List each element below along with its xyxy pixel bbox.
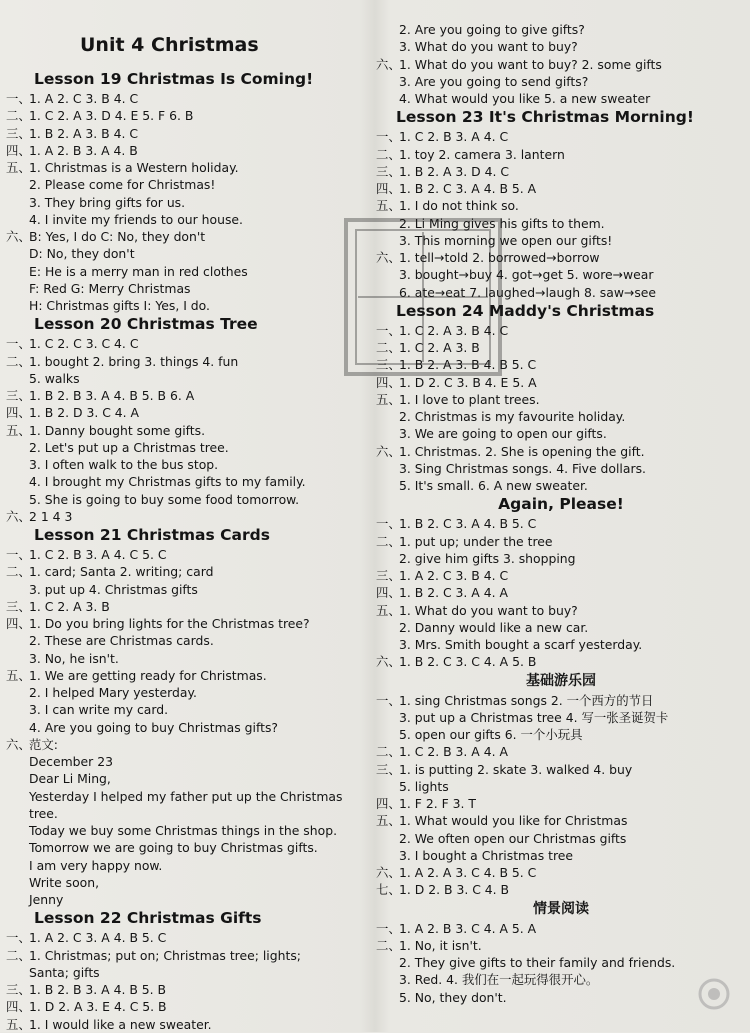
answer-line	[6, 546, 346, 563]
answer-line	[6, 770, 346, 787]
answer-line	[376, 163, 746, 180]
answer-text: F: Red G: Merry Christmas	[29, 280, 191, 296]
section-heading: 情景阅读	[533, 900, 589, 917]
question-number: 一、	[376, 516, 401, 532]
question-number: 五、	[376, 198, 401, 214]
question-number: 四、	[6, 999, 31, 1015]
question-number: 五、	[376, 813, 401, 829]
answer-line	[6, 788, 346, 805]
question-number: 三、	[6, 598, 31, 614]
answer-text: 1. I would like a new sweater.	[29, 1016, 212, 1032]
answer-line	[376, 38, 746, 55]
question-number: 一、	[376, 129, 401, 145]
question-number: 五、	[6, 1016, 31, 1032]
answer-text: 1. sing Christmas songs 2. 一个西方的节日	[399, 692, 654, 708]
answer-text: 5. No, they don't.	[399, 989, 507, 1005]
answer-text: 1. B 2. B 3. A 4. B 5. B 6. A	[29, 388, 195, 403]
answer-line	[6, 667, 346, 684]
answer-line	[6, 1016, 346, 1033]
answer-line	[376, 847, 746, 864]
answer-text: 1. I love to plant trees.	[399, 391, 540, 407]
answer-line	[376, 692, 746, 709]
answer-line	[6, 297, 346, 314]
question-number: 六、	[376, 865, 401, 880]
answer-text: 3. What do you want to buy?	[399, 39, 578, 55]
question-number: 一、	[376, 322, 401, 338]
answer-line	[6, 176, 346, 193]
answer-line	[376, 636, 746, 653]
answer-line	[6, 194, 346, 211]
answer-text: 3. I bought a Christmas tree	[399, 847, 574, 863]
answer-text: 1. A 2. B 3. A 4. B	[29, 142, 138, 158]
question-number: 四、	[376, 374, 401, 390]
section-heading: 基础游乐园	[526, 672, 596, 689]
answer-line	[6, 891, 346, 908]
question-number: 二、	[6, 108, 31, 124]
answer-line	[6, 353, 346, 370]
question-number: 六、	[376, 654, 401, 670]
answer-text: 2. I helped Mary yesterday.	[29, 685, 197, 700]
answer-line	[6, 508, 346, 525]
question-number: 四、	[6, 405, 31, 421]
answer-line	[376, 602, 746, 619]
answer-line	[376, 73, 746, 90]
question-number: 四、	[376, 796, 401, 811]
answer-text: December 23	[29, 754, 113, 769]
answer-line	[376, 937, 746, 954]
answer-text: 1. What do you want to buy?	[399, 602, 578, 618]
answer-line	[376, 743, 746, 760]
answer-text: Yesterday I helped my father put up the Christmas	[29, 788, 343, 804]
lesson-heading: Lesson 24 Maddy's Christmas	[396, 301, 655, 320]
left-column	[6, 69, 346, 1033]
answer-text: 2. Li Ming gives his gifts to them.	[399, 215, 605, 231]
answer-line	[376, 21, 746, 38]
answer-line	[6, 981, 346, 998]
answer-line	[6, 719, 346, 736]
answer-text: 2. Please come for Christmas!	[29, 177, 216, 193]
answer-line	[376, 812, 746, 829]
answer-line	[376, 391, 746, 408]
answer-text: 2. Are you going to give gifts?	[399, 22, 585, 37]
answer-text: 1. B 2. D 3. C 4. A	[29, 405, 140, 421]
answer-text: 1. B 2. A 3. B 4. B 5. C	[399, 357, 537, 373]
answer-line	[376, 778, 746, 795]
question-number: 三、	[6, 982, 31, 997]
section-heading: Again, Please!	[498, 495, 624, 514]
answer-text: 3. I can write my card.	[29, 702, 169, 718]
answer-text: 1. C 2. C 3. C 4. C	[29, 336, 139, 352]
answer-line	[6, 125, 346, 142]
answer-text: 1. A 2. C 3. B 4. C	[29, 91, 139, 106]
answer-text: 1. B 2. C 3. A 4. A	[399, 585, 508, 601]
answer-text: 1. C 2. A 3. B 4. C	[399, 322, 509, 338]
answer-text: 1. Christmas is a Western holiday.	[29, 160, 239, 175]
answer-line	[376, 567, 746, 584]
answer-line	[6, 874, 346, 891]
answer-text: 1. A 2. B 3. C 4. A 5. A	[399, 920, 537, 936]
lesson-heading: Lesson 20 Christmas Tree	[34, 315, 258, 334]
answer-line	[376, 146, 746, 163]
answer-text: 1. C 2. A 3. D 4. E 5. F 6. B	[29, 108, 194, 124]
answer-text: 1. bought 2. bring 3. things 4. fun	[29, 353, 239, 369]
answer-text: 5. lights	[399, 778, 449, 794]
question-number: 二、	[376, 937, 401, 953]
answer-line	[376, 515, 746, 532]
answer-text: 3. bought→buy 4. got→get 5. wore→wear	[399, 267, 654, 283]
question-number: 三、	[376, 568, 401, 583]
answer-line	[376, 443, 746, 460]
lesson-heading: Lesson 23 It's Christmas Morning!	[396, 108, 694, 127]
answer-text: Jenny	[29, 892, 64, 907]
unit-title: Unit 4 Christmas	[80, 34, 259, 56]
answer-line	[6, 263, 346, 280]
answer-text: Write soon,	[29, 874, 100, 890]
answer-text: 5. walks	[29, 370, 80, 386]
answer-line	[6, 280, 346, 297]
question-number: 二、	[6, 353, 31, 369]
answer-line	[376, 408, 746, 425]
answer-text: 3. We are going to open our gifts.	[399, 426, 607, 442]
question-number: 三、	[376, 357, 401, 373]
answer-text: 1. C 2. A 3. B	[399, 340, 480, 355]
answer-line	[6, 228, 346, 245]
answer-text: 6. ate→eat 7. laughed→laugh 8. saw→see	[399, 284, 657, 300]
question-number: 五、	[6, 160, 31, 175]
answer-line	[376, 232, 746, 249]
answer-text: Today we buy some Christmas things in the shop.	[29, 823, 338, 838]
answer-text: 1. D 2. A 3. E 4. C 5. B	[29, 999, 167, 1015]
answer-line	[6, 90, 346, 107]
answer-line	[6, 839, 346, 856]
answer-text: 1. card; Santa 2. writing; card	[29, 564, 214, 580]
question-number: 五、	[6, 422, 31, 438]
answer-line	[6, 632, 346, 649]
answer-line	[6, 684, 346, 701]
answer-text: 1. C 2. A 3. B	[29, 598, 110, 614]
answer-line	[6, 491, 346, 508]
answer-text: 3. They bring gifts for us.	[29, 194, 186, 210]
question-number: 二、	[376, 146, 401, 162]
answer-text: 4. I brought my Christmas gifts to my family.	[29, 474, 306, 490]
answer-line	[376, 709, 746, 726]
answer-line	[6, 422, 346, 439]
answer-text: 1. Christmas; put on; Christmas tree; lights;	[29, 947, 301, 963]
answer-text: 3. Red. 4. 我们在一起玩得很开心。	[399, 972, 599, 988]
answer-line	[376, 830, 746, 847]
lesson-heading: Lesson 21 Christmas Cards	[34, 526, 270, 544]
answer-line	[376, 56, 746, 73]
question-number: 一、	[6, 336, 31, 352]
answer-text: 1. C 2. B 3. A 4. C 5. C	[29, 547, 167, 562]
answer-text: 1. toy 2. camera 3. lantern	[399, 146, 565, 162]
question-number: 五、	[376, 391, 401, 407]
answer-line	[376, 954, 746, 971]
question-number: 六、	[376, 250, 401, 265]
answer-line	[376, 726, 746, 743]
answer-text: 5. She is going to buy some food tomorrow.	[29, 491, 300, 507]
question-number: 六、	[376, 56, 401, 72]
answer-line	[6, 107, 346, 124]
answer-line	[376, 619, 746, 636]
answer-line	[6, 370, 346, 387]
answer-text: 1. Danny bought some gifts.	[29, 422, 206, 438]
answer-text: 1. No, it isn't.	[399, 937, 482, 953]
answer-text: 2. give him gifts 3. shopping	[399, 550, 576, 566]
answer-text: 3. Mrs. Smith bought a scarf yesterday.	[399, 637, 643, 652]
answer-text: Tomorrow we are going to buy Christmas gifts.	[29, 840, 318, 856]
answer-text: 1. put up; under the tree	[399, 533, 553, 549]
question-number: 二、	[376, 340, 401, 355]
answer-text: B: Yes, I do C: No, they don't	[29, 229, 206, 244]
answer-line	[6, 615, 346, 632]
answer-line	[376, 425, 746, 442]
answer-line	[376, 533, 746, 550]
question-number: 五、	[6, 667, 31, 683]
answer-line	[6, 159, 346, 176]
answer-text: 1. C 2. B 3. A 4. C	[399, 129, 509, 145]
answer-line	[6, 805, 346, 822]
answer-text: H: Christmas gifts I: Yes, I do.	[29, 298, 210, 313]
answer-text: 1. A 2. A 3. C 4. B 5. C	[399, 865, 537, 880]
answer-text: 1. B 2. A 3. B 4. C	[29, 125, 138, 141]
answer-line	[376, 584, 746, 601]
answer-text: 1. Christmas. 2. She is opening the gift.	[399, 443, 645, 459]
answer-text: 1. What would you like for Christmas	[399, 813, 628, 829]
answer-text: 4. Are you going to buy Christmas gifts?	[29, 719, 278, 735]
answer-text: 4. I invite my friends to our house.	[29, 211, 243, 227]
question-number: 二、	[6, 947, 31, 963]
question-number: 六、	[6, 508, 31, 524]
answer-line	[6, 650, 346, 667]
question-number: 六、	[6, 736, 31, 752]
answer-line	[376, 460, 746, 477]
answer-text: 1. B 2. C 3. A 4. B 5. A	[399, 181, 537, 196]
question-number: 七、	[376, 882, 401, 898]
answer-text: 3. put up a Christmas tree 4. 写一张圣诞贺卡	[399, 709, 669, 725]
answer-text: 1. A 2. C 3. A 4. B 5. C	[29, 930, 167, 946]
answer-text: Dear Li Ming,	[29, 771, 111, 787]
question-number: 一、	[6, 91, 31, 106]
answer-text: 2. Danny would like a new car.	[399, 619, 589, 635]
answer-text: 3. Sing Christmas songs. 4. Five dollars.	[399, 460, 646, 476]
answer-line	[376, 266, 746, 283]
answer-line	[376, 881, 746, 898]
answer-line	[6, 998, 346, 1015]
question-number: 四、	[376, 181, 401, 196]
answer-line	[376, 356, 746, 373]
answer-text: 1. B 2. B 3. A 4. B 5. B	[29, 982, 167, 997]
answer-line	[6, 245, 346, 262]
answer-line	[6, 387, 346, 404]
answer-line	[376, 128, 746, 145]
answer-text: 1. A 2. C 3. B 4. C	[399, 568, 509, 583]
question-number: 二、	[376, 744, 401, 760]
answer-line	[6, 736, 346, 753]
answer-line	[376, 920, 746, 937]
answer-line	[6, 753, 346, 770]
answer-line	[6, 929, 346, 946]
answer-text: 4. What would you like 5. a new sweater	[399, 91, 651, 106]
answer-line	[376, 197, 746, 214]
answer-line	[6, 581, 346, 598]
answer-line	[6, 473, 346, 490]
answer-line	[376, 374, 746, 391]
question-number: 三、	[376, 163, 401, 179]
answer-text: 1. F 2. F 3. T	[399, 796, 476, 811]
answer-text: 5. It's small. 6. A new sweater.	[399, 478, 588, 493]
question-number: 五、	[376, 602, 401, 618]
answer-text: Santa; gifts	[29, 964, 100, 980]
answer-line	[376, 339, 746, 356]
answer-line	[6, 701, 346, 718]
answer-text: 2. Christmas is my favourite holiday.	[399, 409, 626, 424]
answer-line	[6, 335, 346, 352]
question-number: 三、	[6, 388, 31, 403]
answer-line	[6, 857, 346, 874]
answer-line	[6, 439, 346, 456]
question-number: 一、	[6, 547, 31, 562]
lesson-heading: Lesson 19 Christmas Is Coming!	[34, 70, 314, 88]
question-number: 四、	[6, 142, 31, 158]
answer-text: tree.	[29, 805, 58, 821]
answer-text: 3. This morning we open our gifts!	[399, 232, 613, 248]
question-number: 三、	[376, 761, 401, 777]
site-watermark-icon	[596, 974, 746, 1030]
answer-line	[376, 550, 746, 567]
answer-text: 1. I do not think so.	[399, 198, 519, 214]
answer-line	[6, 947, 346, 964]
question-number: 四、	[6, 616, 31, 631]
answer-text: 1. B 2. C 3. A 4. B 5. C	[399, 516, 537, 532]
answer-text: 3. No, he isn't.	[29, 650, 119, 666]
answer-text: D: No, they don't	[29, 246, 135, 262]
answer-text: 2. They give gifts to their family and friends.	[399, 955, 676, 970]
answer-line	[6, 142, 346, 159]
answer-line	[376, 249, 746, 266]
answer-text: 1. Do you bring lights for the Christmas tree?	[29, 616, 310, 631]
answer-line	[376, 180, 746, 197]
right-column	[376, 21, 746, 1006]
answer-text: 2. We often open our Christmas gifts	[399, 830, 627, 846]
answer-line	[6, 456, 346, 473]
answer-line	[6, 822, 346, 839]
answer-text: 2 1 4 3	[29, 508, 73, 524]
answer-text: 1. C 2. B 3. A 4. A	[399, 744, 508, 760]
answer-text: 1. D 2. C 3. B 4. E 5. A	[399, 374, 537, 390]
answer-line	[376, 90, 746, 107]
question-number: 一、	[376, 692, 401, 708]
answer-text: 1. is putting 2. skate 3. walked 4. buy	[399, 761, 633, 777]
answer-text: 1. What do you want to buy? 2. some gifts	[399, 56, 662, 72]
question-number: 六、	[376, 443, 401, 459]
answer-text: I am very happy now.	[29, 857, 163, 873]
question-number: 一、	[376, 920, 401, 936]
answer-text: 1. B 2. C 3. C 4. A 5. B	[399, 654, 537, 670]
answer-text: E: He is a merry man in red clothes	[29, 263, 248, 279]
answer-text: 1. B 2. A 3. D 4. C	[399, 163, 510, 179]
answer-line	[6, 598, 346, 615]
answer-line	[6, 211, 346, 228]
question-number: 一、	[6, 930, 31, 946]
answer-line	[376, 284, 746, 301]
answer-text: 范文:	[29, 736, 58, 752]
answer-text: 5. open our gifts 6. 一个小玩具	[399, 727, 583, 742]
answer-text: 3. put up 4. Christmas gifts	[29, 581, 198, 597]
answer-text: 1. We are getting ready for Christmas.	[29, 667, 267, 683]
answer-line	[6, 964, 346, 981]
question-number: 二、	[376, 533, 401, 549]
answer-text: 2. These are Christmas cards.	[29, 633, 214, 649]
lesson-heading: Lesson 22 Christmas Gifts	[34, 909, 262, 928]
answer-line	[376, 215, 746, 232]
answer-text: 1. tell→told 2. borrowed→borrow	[399, 250, 600, 265]
answer-line	[376, 653, 746, 670]
question-number: 二、	[6, 564, 31, 580]
question-number: 三、	[6, 125, 31, 141]
answer-line	[376, 795, 746, 812]
answer-text: 3. I often walk to the bus stop.	[29, 457, 219, 472]
answer-line	[376, 322, 746, 339]
answer-line	[376, 477, 746, 494]
answer-line	[376, 864, 746, 881]
answer-text: 1. D 2. B 3. C 4. B	[399, 882, 510, 898]
answer-line	[376, 761, 746, 778]
question-number: 四、	[376, 585, 401, 601]
answer-line	[6, 404, 346, 421]
answer-text: 3. Are you going to send gifts?	[399, 73, 589, 89]
question-number: 六、	[6, 229, 31, 244]
answer-line	[6, 563, 346, 580]
answer-text: 2. Let's put up a Christmas tree.	[29, 439, 229, 455]
